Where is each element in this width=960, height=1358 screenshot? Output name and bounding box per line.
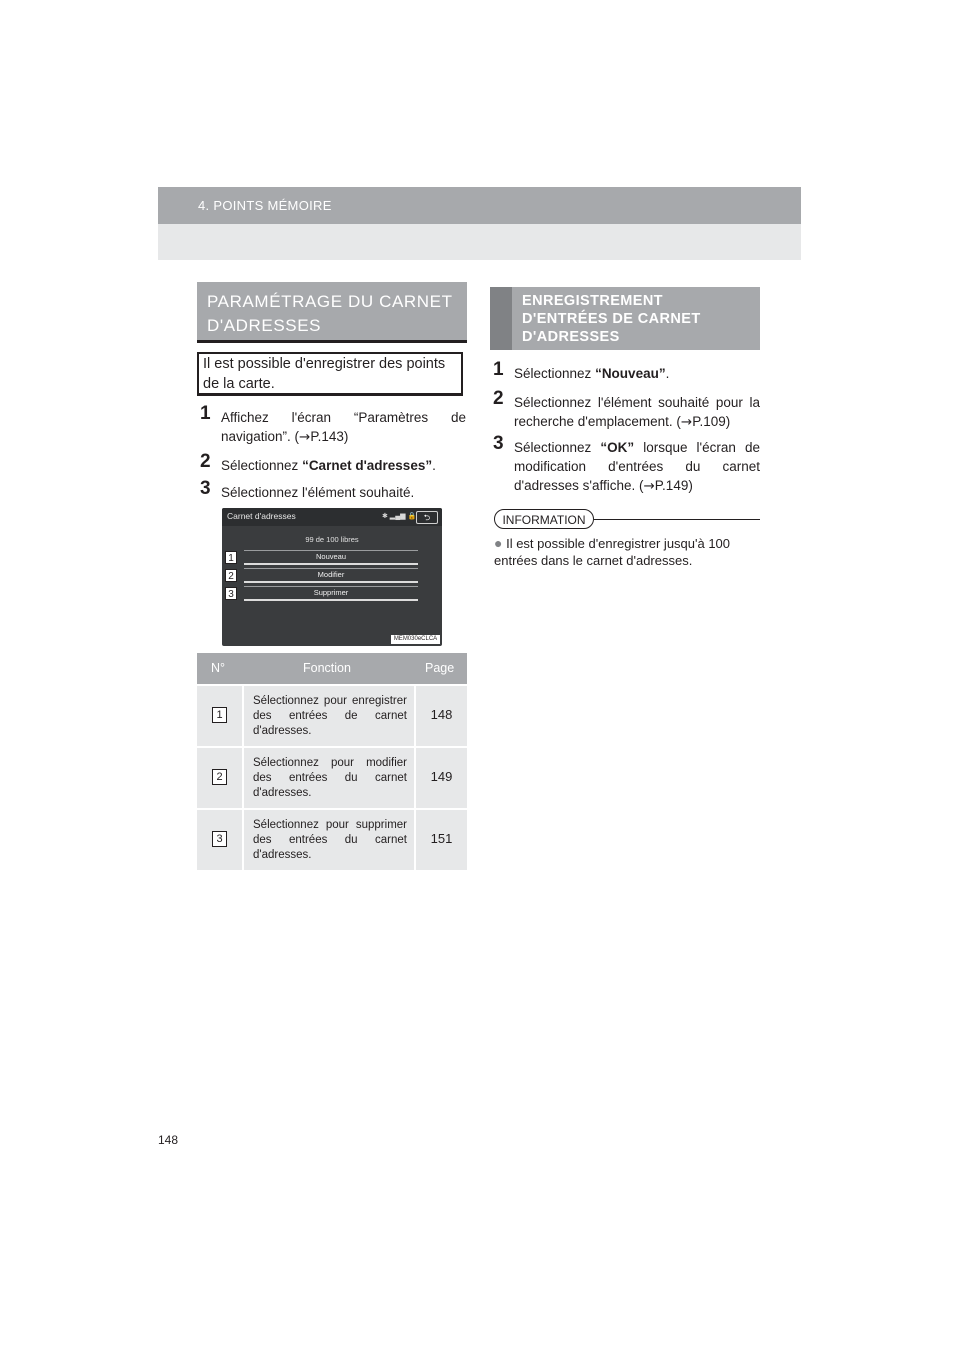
step-number: 3 [493,433,504,454]
step-text: Sélectionnez [514,366,596,381]
row-page[interactable]: 149 [430,769,453,784]
arrow-icon: → [643,478,655,494]
modifier-button[interactable]: Modifier [244,568,418,583]
section-heading-line2: D'ENTRÉES DE CARNET [522,311,701,327]
nouveau-button[interactable]: Nouveau [244,550,418,565]
row-page[interactable]: 148 [430,707,453,722]
arrow-icon: → [680,414,693,430]
chapter-title: 4. POINTS MÉMOIRE [198,198,332,213]
step-text: Sélectionnez [221,458,303,473]
row-number: 2 [212,769,227,785]
arrow-icon: → [299,429,311,445]
table-header [197,653,467,684]
section-heading-line1: PARAMÉTRAGE DU CARNET [207,292,453,311]
row-number: 3 [212,831,227,847]
row-function: Sélectionnez pour enregistrer des entrées de carnet d'adresses. [253,695,407,737]
callout-marker-3: 3 [225,587,237,600]
step-text: Sélectionnez l'élément souhaité pour la recherche d'emplacement. ( [514,395,760,429]
page-ref-link[interactable]: P.109) [692,414,731,429]
callout-marker-1: 1 [225,551,237,564]
status-icons: ✱ ▂▄▆ 🔒 [382,513,417,520]
step-bold-text: “OK” [600,440,635,455]
chapter-header-bar [158,187,801,224]
screen-title-bar [222,508,442,526]
function-table [197,653,467,870]
screen-title: Carnet d'adresses [227,511,296,521]
header-page: Page [425,661,455,675]
section-heading-line2: D'ADRESSES [207,316,322,335]
row-function: Sélectionnez pour supprimer des entrées du carnet d'adresses. [253,819,407,861]
right-step-1 [493,359,760,383]
table-row [197,808,467,870]
step-bold-text: “Nouveau” [595,366,666,381]
step-number: 3 [200,478,211,499]
supprimer-button[interactable]: Supprimer [244,586,418,601]
chapter-header [158,187,801,260]
step-text: Affichez l'écran “Paramètres de navigation”. ( [221,410,466,444]
left-step-3 [200,478,466,502]
header-no: N° [211,661,226,675]
section-heading-parametrage [197,282,467,343]
left-step-1 [200,403,466,447]
right-step-2 [493,388,760,432]
step-number: 2 [493,388,504,409]
page-ref-link[interactable]: P.149) [654,478,693,493]
table-row [197,684,467,746]
table-row [197,746,467,808]
information-rule [594,519,760,520]
step-text-end: lorsque l'écran de modification d'entrées du carnet d'adresses s'affiche. ( [514,440,760,493]
section-heading-line1: ENREGISTREMENT [522,293,663,309]
row-page[interactable]: 151 [430,831,453,846]
address-book-screenshot [222,508,442,646]
page-ref-link[interactable]: P.143) [310,429,349,444]
left-step-2 [200,451,466,475]
callout-marker-2: 2 [225,569,237,582]
intro-text: Il est possible d'enregistrer des points de la carte. [203,356,446,392]
header-function: Fonction [303,661,351,675]
bullet-icon: ● [494,535,503,551]
information-item [494,535,760,569]
section-heading-enregistrement [490,287,760,350]
step-number: 2 [200,451,211,472]
step-number: 1 [493,359,504,380]
step-number: 1 [200,403,211,424]
step-text-end: . [432,458,436,473]
image-code: MEM030eCLCA [391,635,440,644]
page-number: 148 [158,1133,179,1147]
back-icon[interactable]: ⮌ [416,511,438,524]
step-text: Sélectionnez [514,440,601,455]
step-text-end: . [665,366,670,381]
intro-box [197,352,463,396]
heading-accent-strip [490,287,512,350]
step-text: Sélectionnez l'élément souhaité. [221,485,415,500]
step-bold-text: “Carnet d'adresses” [302,458,433,473]
section-heading-line3: D'ADRESSES [522,329,620,345]
free-entries-text: 99 de 100 libres [305,535,359,544]
information-label: INFORMATION [494,509,594,529]
row-number: 1 [212,707,227,723]
information-text: Il est possible d'enregistrer jusqu'à 100 entrées dans le carnet d'adresses. [494,536,731,568]
row-function: Sélectionnez pour modifier des entrées du carnet d'adresses. [253,757,407,799]
right-step-3 [493,433,760,496]
